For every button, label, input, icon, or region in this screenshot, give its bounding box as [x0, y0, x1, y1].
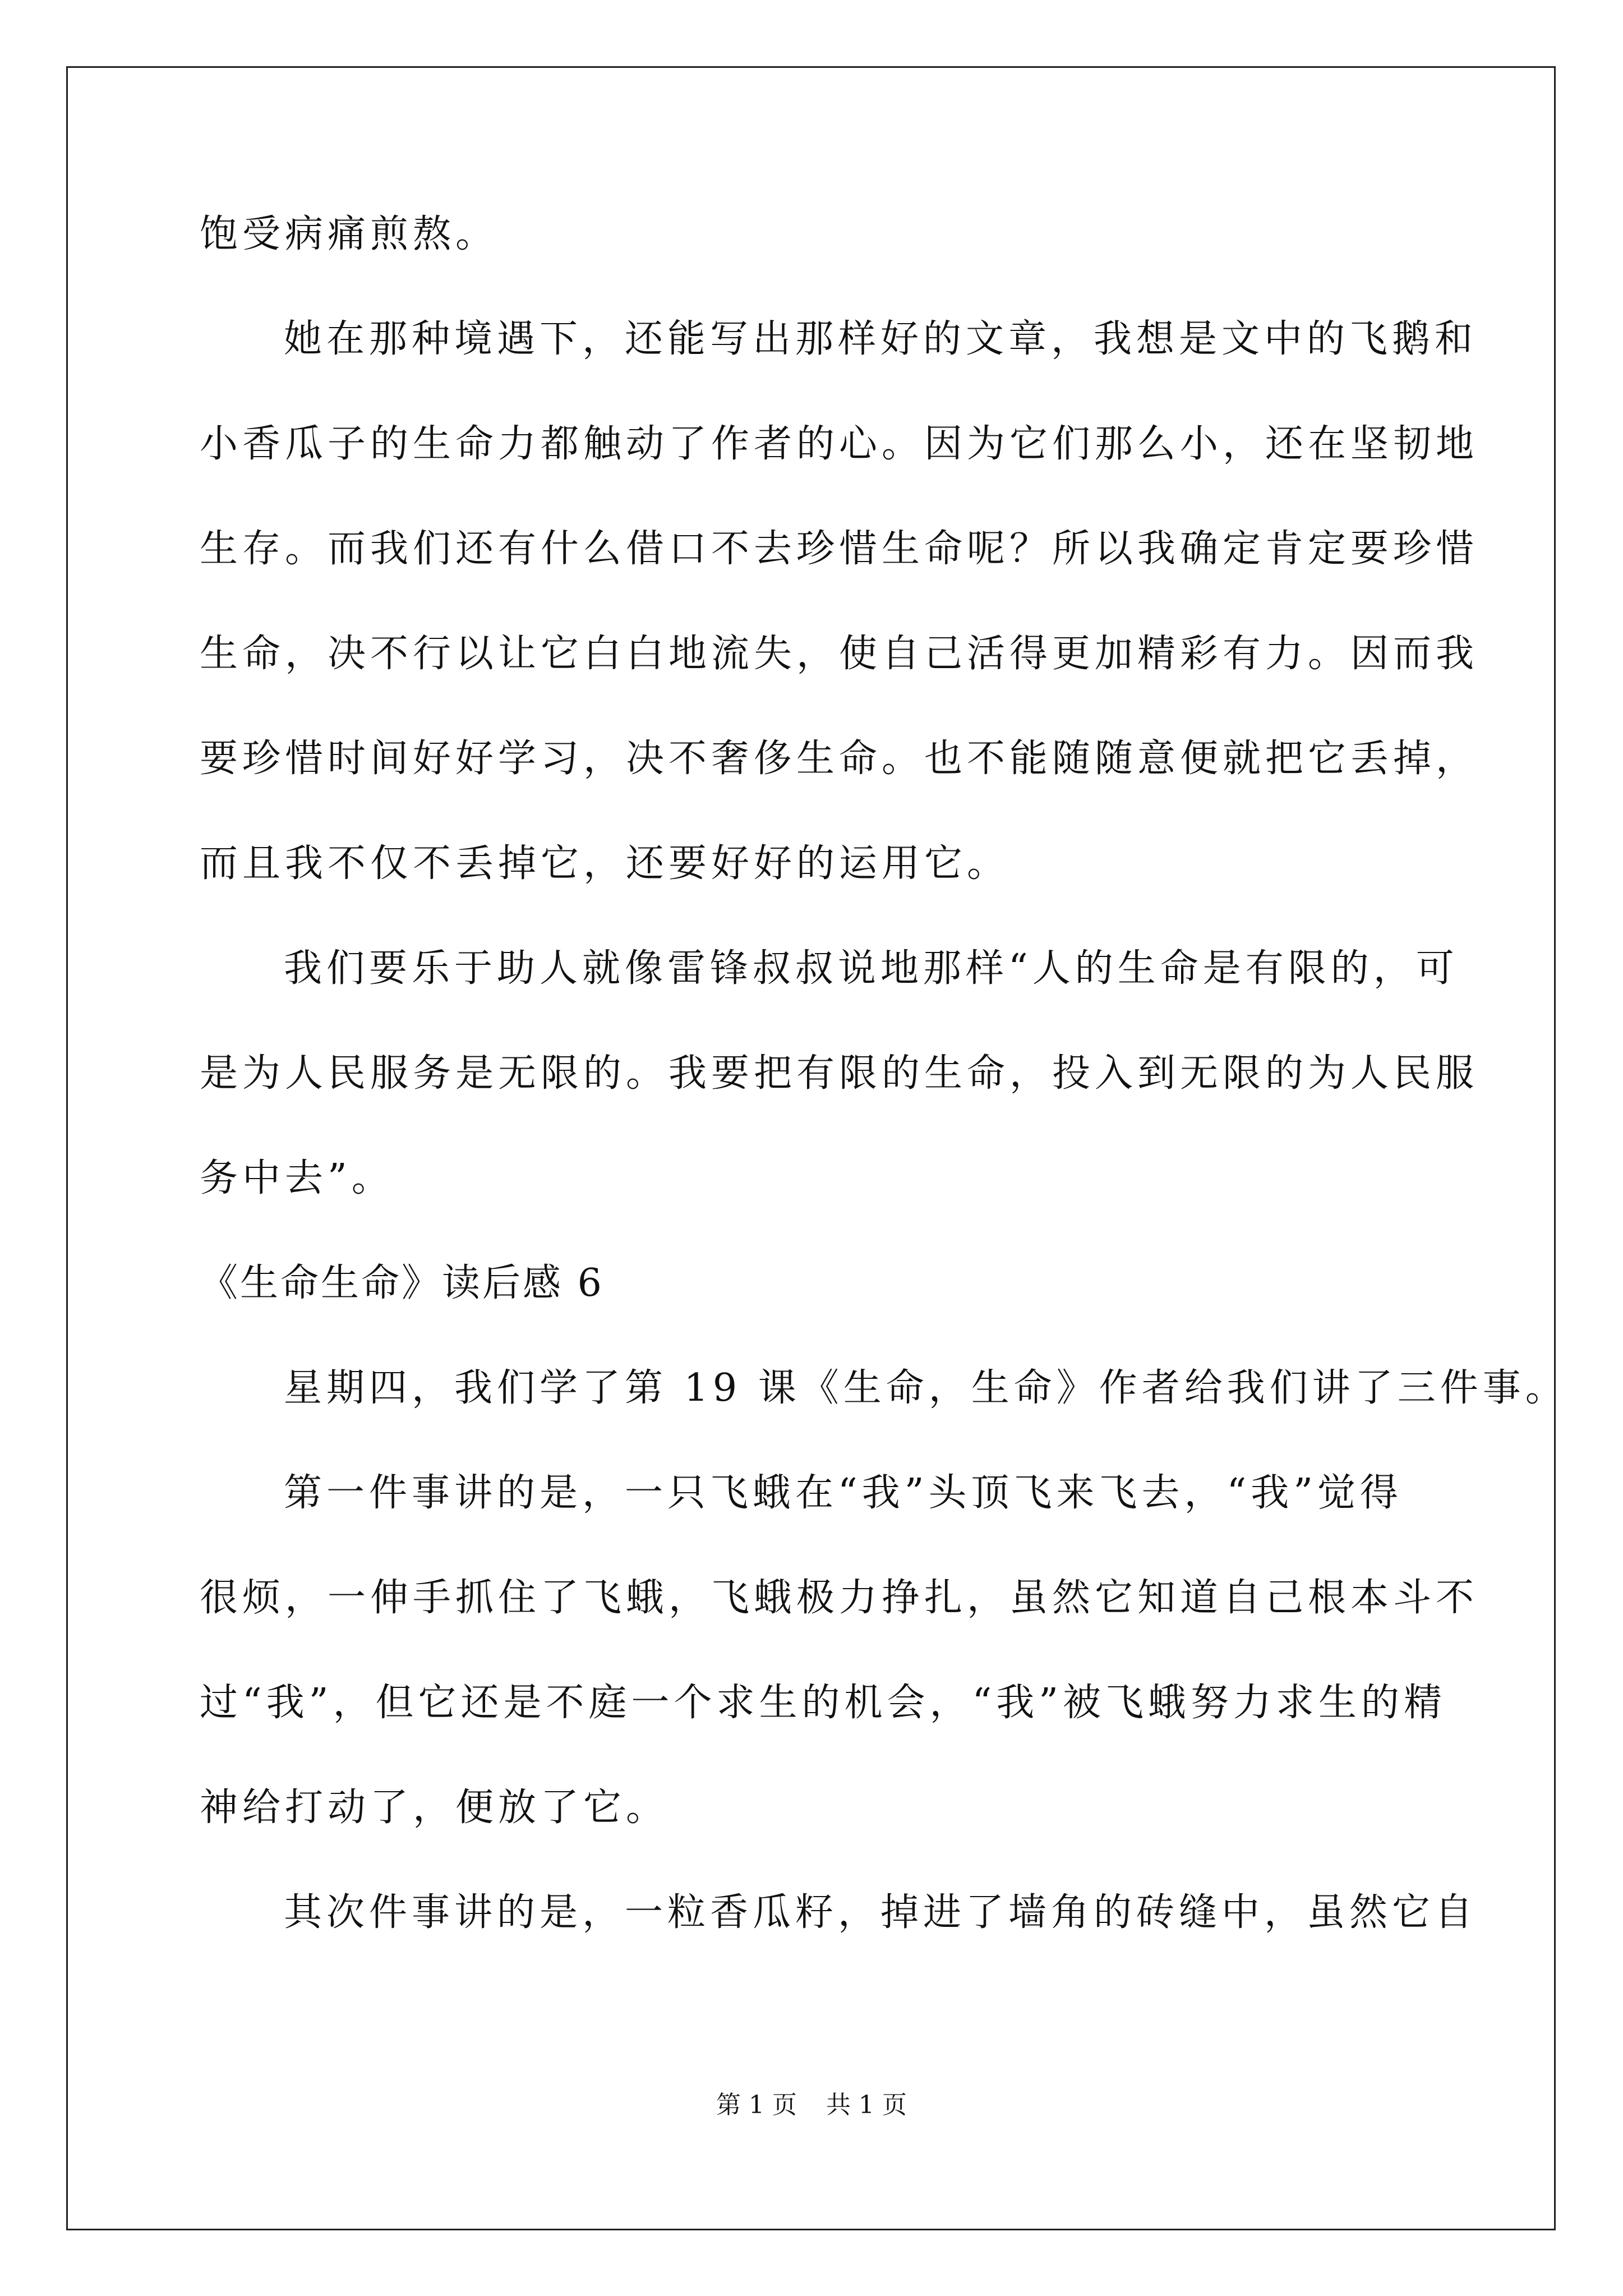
paragraph-line: 神给打动了，便放了它。 [200, 1786, 669, 1830]
paragraph-line: 过“我”，但它还是不庭一个求生的机会，“我”被飞蛾努力求生的精 [200, 1681, 1447, 1725]
section-heading: 《生命生命》读后感 6 [200, 1261, 604, 1305]
paragraph-line: 其次件事讲的是，一粒香瓜籽，掉进了墙角的砖缝中，虽然它自 [284, 1890, 1478, 1935]
page-total: 共 1 页 [826, 2091, 907, 2119]
paragraph-line: 星期四，我们学了第 19 课《生命，生命》作者给我们讲了三件事。 [284, 1366, 1568, 1410]
page-footer [0, 2090, 1623, 2121]
paragraph-line: 她在那种境遇下，还能写出那样好的文章，我想是文中的飞鹅和 [284, 317, 1478, 361]
paragraph-line: 是为人民服务是无限的。我要把有限的生命，投入到无限的为人民服 [200, 1051, 1479, 1096]
paragraph-line: 我们要乐于助人就像雷锋叔叔说地那样“人的生命是有限的，可 [284, 946, 1459, 991]
paragraph-line: 很烦，一伸手抓住了飞蛾，飞蛾极力挣扎，虽然它知道自己根本斗不 [200, 1576, 1479, 1620]
paragraph-line: 务中去”。 [200, 1156, 394, 1200]
paragraph-line: 生命，决不行以让它白白地流失，使自己活得更加精彩有力。因而我 [200, 632, 1479, 676]
paragraph-line: 要珍惜时间好好学习，决不奢侈生命。也不能随随意便就把它丢掉， [200, 737, 1479, 781]
paragraph-line: 第一件事讲的是，一只飞蛾在“我”头顶飞来飞去，“我”觉得 [284, 1471, 1403, 1515]
document-body [200, 208, 1568, 1991]
paragraph-line: 小香瓜子的生命力都触动了作者的心。因为它们那么小，还在坚韧地 [200, 422, 1479, 466]
paragraph-line: 而且我不仅不丢掉它，还要好好的运用它。 [200, 841, 1010, 886]
paragraph-line: 生存。而我们还有什么借口不去珍惜生命呢？所以我确定肯定要珍惜 [200, 527, 1479, 571]
page-number: 第 1 页 [716, 2091, 797, 2119]
paragraph-line: 饱受病痛煎熬。 [200, 212, 499, 256]
